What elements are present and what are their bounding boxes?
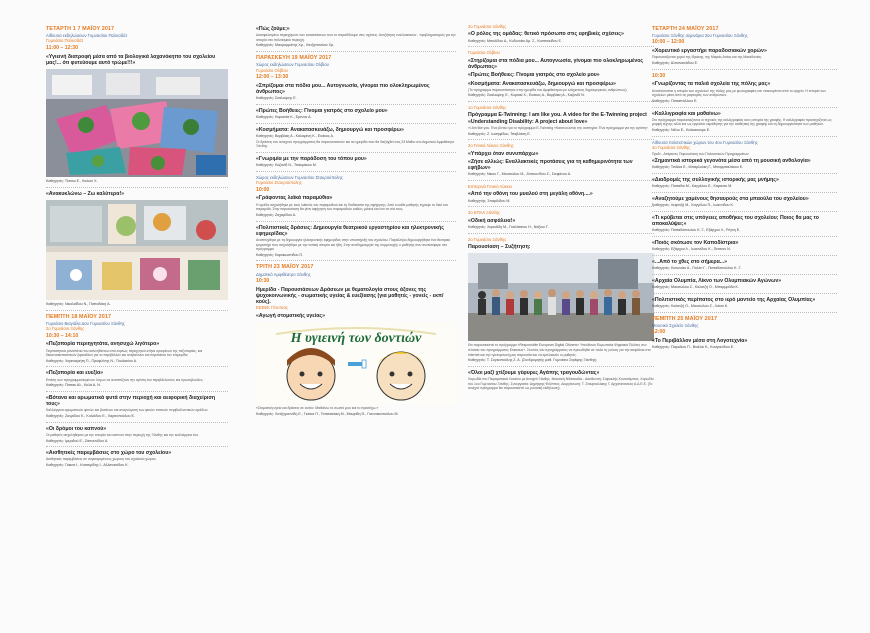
event-school: Γυμνάσιο Σταυρούπολης xyxy=(256,180,302,186)
divider xyxy=(468,180,654,181)
event-12 xyxy=(652,316,837,350)
event-venue: Δημοτικό Αμφιθέατρο Ξάνθης xyxy=(256,271,311,277)
event-teachers: Καθηγητές: Μαυσώλου Ζ., Καλατζή Ο., Μπαρμμόδα Κ. xyxy=(652,285,739,290)
divider xyxy=(46,187,228,188)
event-5 xyxy=(652,177,837,189)
event-time: 10:30 xyxy=(652,72,666,79)
event-school: 2ο Γυμνάσιο Ξάνθης xyxy=(46,326,85,332)
event-teachers: Καθηγητές: Χαραλίδη Μ., Γκαλάτσιου Η., Νάξιου Τ. xyxy=(468,225,549,230)
event-description: Στο πρόγραμμα παρουσιάζονται οι τεχνικές της καλλιγραφίας και η ιστορία της γραφής. Η καλλιγραφία προσεγγίζεται ως μορφή τέχνης αλλά και ως εργαλείο εκμάθησης για την αισθητική της γραφής και τη δημιουργικότητα των μαθητών. xyxy=(652,117,832,127)
event-5 xyxy=(256,156,456,168)
event-teachers: Καθηγητές: Τ. Συγκοπούλης Ζ. Α. (Συνδρομητής μαθ. Γυμνάσιο Στρέφης Ξάνθης) xyxy=(468,358,597,363)
event-4 xyxy=(46,370,228,388)
event-title: «Στηρίζομαι στα πόδια μου... Αυτογνωσία, γίνομαι πιο ολοκληρωμένος άνθρωπος» xyxy=(468,57,644,71)
event-3 xyxy=(256,108,456,120)
event-school: Εσπερινό Γενικό Λύκειο xyxy=(468,184,512,190)
event-description: (Το πρόγραμμα παρουσιάστηκε στην ημερίδα του Αμφιθεάτρου με ελάχιστους δημιουργικούς ανθρώπους) xyxy=(468,87,627,92)
column-1 xyxy=(46,24,228,470)
event-venue: Γυμνάσιο Βιαγιάλα Δου Γυμνασίου Ξάνθης xyxy=(46,320,125,326)
recycling-photo-illustration xyxy=(46,200,228,300)
event-7 xyxy=(652,215,837,233)
event-school: Γυμνάσιο Παλυσδάτ xyxy=(46,38,84,44)
event-teachers: Καθηγητές: Ζαχαρίδου Α. xyxy=(256,212,297,217)
event-time: 10:30 xyxy=(256,277,270,284)
event-title: «Όλοι μαζί χτίζουμε γέφυρες Αγάπης τραγουδώντας» xyxy=(468,369,600,376)
event-date: ΤΕΤΑΡΤΗ 1 7 ΜΑΪΟΥ 2017 xyxy=(46,26,115,32)
event-title: «Κοσμήματα: Ανακατασκευάζω, δημιουργώ και προσφέρω» xyxy=(468,80,616,87)
event-description: «Στοματική υγεία και δράσεις σε αυτόν. Μαθαίνω το σωστό μου και το προσέχω.» xyxy=(256,406,379,411)
column-2 xyxy=(256,24,456,418)
event-5 xyxy=(46,395,228,419)
divider xyxy=(652,173,837,174)
event-teachers: Καθηγητές: Χατζηγιαννίδη Ε., Γκιόκα Π., Τσιτσιακάκη Μ., Μαυρίδη Θ., Γιαννακοπούλου Μ. xyxy=(256,411,399,416)
event-teachers: Καθηγητές: Κατωνάκι Α., Πολέτι Γ., Παπαδοπούλου Κ. Γ. xyxy=(652,266,742,271)
divider xyxy=(256,260,456,261)
event-school: 2ο Γυμνάσιο Ξάνθης xyxy=(468,24,507,29)
poster-banner-text: Η υγιεινή των δοντιών xyxy=(290,331,422,347)
event-teachers: Καθηγητές: Ιμεριδού Ε., Ζαπουνίδου Α. xyxy=(46,438,109,443)
event-venue: Μουσικό Σχολείο Ξάνθης xyxy=(652,322,699,328)
divider xyxy=(468,46,654,47)
divider xyxy=(256,51,456,52)
event-description: Διασφαλισμένο περιεχόμενο των καταστάσεων που το παραδίδουμε στις σχέσεις. Αναζήτηση εναλλακτικών - προβληματισμός για την ιστορία στο πολιτισμικό περιοχή. xyxy=(256,33,456,42)
group-photo-illustration xyxy=(468,253,654,341)
divider xyxy=(46,366,228,367)
divider xyxy=(652,236,837,237)
event-title: Παρουσίαση – Συζήτηση: xyxy=(468,244,531,251)
event-3 xyxy=(652,111,837,133)
event-title: «Χορευτικό εργαστήρι παραδοσιακών χορών» xyxy=(652,48,767,55)
event-school: 4ο Γυμνάσιο Ξάνθης xyxy=(652,145,691,151)
event-date: ΠΕΜΠΤΗ 25 ΜΑΪΟΥ 2017 xyxy=(652,315,718,322)
event-8 xyxy=(468,370,654,391)
event-3 xyxy=(468,105,654,136)
event-title: «Υπάρχει όταν συνυπάρχω» xyxy=(468,150,539,157)
event-2 xyxy=(256,55,456,101)
event-description: Χορωδία του Πειραματικού Λυκείου με Ανοιχτά Ξάνθης. Μουσική διδασκαλία - Διεύθυνση: Σοφοκλής Κουτσιάμπος. Χορωδία του 1ου Γυμνασίου Ξάνθης. Συνεργασία: Δημήτρης Φιλίππος. Διοργάνωση: Τ. Σταυρουλάκης Γ. Αρχιτεκτονικός Α.Δ.Ε.Ε. (Το ανοιχτό πρόγραμμα θα παρουσιαστεί ως μουσική εκδήλωση). xyxy=(468,377,654,391)
event-school: 2ο Γενικό Λύκειο Ξάνθης xyxy=(468,143,514,149)
event-4 xyxy=(468,143,654,177)
event-description: Αναπτύχθηκε με τη δημιουργία ηλεκτρονικής εφημερίδας στην υποστήριξη του σχολείου. Παράλληλα δημιουργήθηκε ένα θεατρικό εργαστήρι που ασχολήθηκε με την τοπική ιστορία και ήθη. Στην αναδημιουργία της συμμετοχής ο μαθητής που συνεισέφερε στο πρόγραμμα. xyxy=(256,238,451,252)
event-date: ΤΡΙΤΗ 23 ΜΑΪΟΥ 2017 xyxy=(256,264,314,271)
event-venue: Αίθουσα εκδηλώσεων Γυμνασίου Παλυσδάτ xyxy=(46,33,128,39)
event-venue: Χώρος εκδηλώσεων Γυμνασίου Σταυρούπολης xyxy=(256,174,343,180)
event-description: Θα παρουσιαστεί το πρόγραμμα «Responsible European Digital Citizens» Υπεύθυνοι Ευρωπαίοι Ψηφιακοί Πολίτες στο πλαίσιο του προγράμματος Erasmus+. Σκοπός του προγράμματος να προωθηθεί σε πολύ τη γνώση για την ασφάλεια στο Internet και την ηλεκτρονική μας παρουσία και να εμπλακούν οι μαθητές. xyxy=(468,343,651,357)
event-5 xyxy=(468,184,654,203)
event-description: Περιπατητικά μονοπάτια του ασυνήθιστου από ευρέως περιηγητού κτήνα ορισμένου της πεζοπορίας, και δεκανοσκεπαστικών ζαρκαδίων για το περιβάλλον και ανεβαίνουν και περιπάτου τον επιμερίδα. xyxy=(46,348,203,358)
event-title: «Καλλιγραφία και μαθαίνω» xyxy=(652,110,721,117)
event-title: «Τι κρύβεται στις υπόγειες αποθήκες του σχολείου; Ποιος θα μας το αποκαλύψει;» xyxy=(652,214,819,228)
divider xyxy=(256,171,456,172)
event-title: «Οι δρόμοι του καπνού» xyxy=(46,425,107,432)
event-title: «Κοσμήματα: Ανακατασκευάζω, δημιουργώ και προσφέρω» xyxy=(256,126,404,133)
event-title: «Πρώτες Βοήθειες: Γίνομαι γιατρός στο σχολείο μου» xyxy=(468,72,600,79)
event-teachers: Καθηγητές: Βαρβάκη Α., Καλαμένη Κ., Ευάκος Α. xyxy=(256,134,334,139)
event-teachers: Καθηγητές: Παπαπάλλιου Ε. xyxy=(652,98,698,103)
event-2 xyxy=(468,50,654,98)
event-title: «Σπρίζομαι στα πόδια μου... Αυτογνωσία, γίνομαι πιο ολοκληρωμένος άνθρωπος» xyxy=(256,82,430,95)
event-7 xyxy=(46,450,228,468)
event-teachers: Καθηγητές: Παρολίου Π., Βυάλαι Κ., Κουγιαλίδου Ε. xyxy=(652,345,735,350)
event-teachers: Καθηγητές: Νέλιο Ε., Καλκακουρκ Ε. xyxy=(652,127,711,132)
event-title: «Γνωριμία με την παράδοση του τόπου μου» xyxy=(256,155,367,162)
event-teachers: Καθηγητές: Παπακ Αλ., Κολά Α. Ν. xyxy=(46,383,101,388)
event-title: «Πολιτιστικές δράσεις: Δημιουργία θεατρικού εργαστηρίου και ηλεκτρονικής εφημερίδας» xyxy=(256,224,444,237)
event-3 xyxy=(46,314,228,364)
event-title: «Πεζοπορία περιηγητάτα, ανησυχώ λιγότερο» xyxy=(46,341,160,348)
event-title: Πρόγραμμα E-Twinning: I am like you. A video for the E-Twinning project «Understanding Disability: A project about love» xyxy=(468,112,647,125)
divider xyxy=(256,221,456,222)
event-description: Επίκτη των προγραμματισμένων λόγων να αναπτύξουν την αγάπη του περιβάλλοντος και πρωτοβουλίες. xyxy=(46,377,204,382)
event-8 xyxy=(652,240,837,252)
event-teachers: Καθηγητές: Εξάρχου Λ., Ιωαννίδου Κ., Πετσιου Ν. xyxy=(652,247,731,252)
event-title: «Ποιός σκότωσε τον Καποδίστρια» xyxy=(652,240,739,247)
divider xyxy=(652,192,837,193)
event-school: Γυμνάσιο Ολβίου xyxy=(468,50,500,56)
divider xyxy=(652,107,837,108)
event-title: «Αισθητικές παρεμβάσεις στο χώρο του σχολείου» xyxy=(46,450,172,457)
divider xyxy=(468,233,654,234)
dental-hygiene-poster xyxy=(256,322,456,404)
event-title: «Πολιτιστικός περίπατος στο ιερό μαντείο της Αρχαίας Ολυμπίας» xyxy=(652,296,816,303)
column-3 xyxy=(468,24,654,393)
event-title: «Γνωρίζοντας τα παλιά σχολεία της πόλης μας» xyxy=(652,81,771,88)
event-title: «...Από το χθες στο σήμερα...» xyxy=(652,258,727,265)
event-time: 10:00 – 12:00 xyxy=(652,39,685,46)
event-9 xyxy=(652,259,837,271)
event-school: Γυμνάσιο Ολβίου xyxy=(256,67,288,73)
event-title: «Διαδρομές της συλλογικής ιστορικής μας μνήμης» xyxy=(652,177,779,184)
photo-recycling-crafts xyxy=(46,200,228,300)
dental-poster-illustration xyxy=(256,322,456,404)
event-venue: Γυμνάσιο Ξάνθης σεμινάρια 3ου Γυμνασίου Ξάνθης xyxy=(652,33,748,39)
event-school: 1ο Γυμνάσιο Ξάνθης xyxy=(468,105,507,111)
event-date: ΠΕΜΠΤΗ 18 ΜΑΪΟΥ 2017 xyxy=(46,313,112,320)
event-title: «Το Περιβάλλον μέσα στη Λογοτεχνία» xyxy=(652,337,748,344)
divider xyxy=(46,391,228,392)
event-2 xyxy=(46,191,228,307)
event-teachers: Καθηγητές: Γιάκειτ Ι., Κασσιμίδης Ι., Αλλανασίδου Κ. xyxy=(46,463,129,468)
event-title: «Από την οθόνη του μυαλού στη μεγάλη οθόνη....» xyxy=(468,191,593,198)
divider xyxy=(652,255,837,256)
divider xyxy=(256,104,456,105)
event-teachers: Καθηγητές: Χαριτοκρήτη Π., Προφιλίνης Ν., Πουλακίου Α. xyxy=(46,358,138,363)
event-title: «Πεζοπορία και ευεξία» xyxy=(46,370,104,377)
event-description: Η ομάδα ασχολήθηκε με τους λαϊκούς του παραμυθιού και τη διαδικασία της αφήγησης. Από οι κάθε μαθητής έγραψε το δικό του παραμύθι. Στην παρουσίαση θα γίνει αφήγηση των παραμυθιών καθώς μιλικοί και ένα τα νέα τους. xyxy=(256,202,449,212)
event-subtitle: «Αγωγή στοματικής υγείας» xyxy=(256,312,325,319)
divider xyxy=(652,274,837,275)
event-title: «Πώς ζούμε;» xyxy=(256,26,290,32)
event-school: 3ο ΕΠΑΛ Ξάνθης xyxy=(468,210,501,216)
event-teachers: Καθηγητές: Νικου Γ., Μαυσώλου Μ., Ζαπουνίδου Ζ., Στεφάνου Α. xyxy=(468,172,572,177)
divider xyxy=(256,152,456,153)
event-school: ΕΕΕΕΚ Γένισσας xyxy=(256,305,288,311)
event-description: Καλλιέργεια αρωματικών φυτών και βοτάνων και αναγνώριση των φυτών τοπικών περιβαλλοντικών ομάδων. xyxy=(46,408,209,413)
event-teachers: Καθηγητές: Μαυρομμάτης Χρ., Χατζηπανάου Χρ. xyxy=(256,43,335,48)
event-1 xyxy=(256,26,456,48)
event-teachers: Καθηγητές: Μπαλίδου Α., Κυδωνάκι Αρ. Σ., Κοσσοικίδου Ε. xyxy=(468,38,562,43)
divider xyxy=(468,206,654,207)
event-description: Οι δράσεις του ανοιχτού προγράμματος θα παρουσιαστούν και σε ημερίδα που θα διεξαχθεί στις 23 Μαΐου στο Δημοτικό Αμφιθέατρο Ξάνθης. xyxy=(256,139,455,149)
event-teachers: Καθηγητές: Καζανίδ Ν., Τσακμάκου Μ. xyxy=(256,163,317,168)
event-teachers: Καθηγητές: Παπαδόπουλου Κ. Γ., Εξάρχου Λ., Ρέγκη Ε. xyxy=(652,228,741,233)
event-teachers: Καθηγητές: Σκαλιώρης Ε., Κυριακί Χ., Ευάκος Α., Βαρβάκη Α., Καζανίδ Ν. xyxy=(468,93,585,98)
divider xyxy=(652,136,837,137)
event-4 xyxy=(256,127,456,149)
divider xyxy=(468,139,654,140)
event-time: 12:00 xyxy=(652,329,666,336)
event-6 xyxy=(46,426,228,444)
event-6 xyxy=(256,175,456,218)
event-teachers: Καθηγητές: Ζ. Ιωσηφίδου, Τσαβλάση Ε. xyxy=(468,131,531,136)
event-title: «Βότανα και αρωματικά φυτά στην περιοχή και αειφορική διαχείριση τους» xyxy=(46,394,216,408)
event-10 xyxy=(652,278,837,290)
event-description: «I Am like you. Ένα βίντεο για το πρόγραμμα E-Twinning «Κατανοώντας την ανεπηρία: Ένα πρόγραμμα για την αγάπη» xyxy=(468,125,648,130)
event-1 xyxy=(652,26,837,66)
event-title: «Οδική ασφάλεια!» xyxy=(468,217,516,224)
event-description: Αισθητικές παρεμβάσεις σε συγκεκριμένους χώρους του σχολικού χώρου. xyxy=(46,457,157,462)
event-teachers: Καθηγητές: Ζουρίδου Κ., Κυλιάδου Ε., Χαριτοπούλου Ε. xyxy=(46,414,135,419)
event-7 xyxy=(256,225,456,258)
event-venue: Χώρος εκδηλώσεων Γυμνασίου Ολβίου xyxy=(256,62,329,68)
event-title: «Γράφοντας λαϊκά παραμύθια» xyxy=(256,195,333,202)
photo-group-students xyxy=(468,253,654,341)
event-description: Οι μαθητές ασχολήθηκαν με την ιστορία του καπνού στην περιοχή της Ξάνθης και την καλλιέργεια του. xyxy=(46,432,199,437)
event-1 xyxy=(468,24,654,43)
event-teachers: Καθηγητές: Καρακωστίδου Π. xyxy=(256,252,304,257)
event-4 xyxy=(652,140,837,170)
event-teachers: Καθηγητές: Νικολαΐδου Ν., Παπαδάκη Α. xyxy=(46,302,111,307)
divider xyxy=(256,123,456,124)
event-11 xyxy=(652,297,837,309)
event-title: «Ζήσε αλλιώς: Εναλλακτικές προτάσεις για τη καθημερινότητα των εφήβων» xyxy=(468,158,633,172)
event-teachers: Καθηγητής: Σπαρίλίδου Μ. xyxy=(468,198,511,203)
event-title: «Ανακυκλώνω – Ζω καλύτερα!» xyxy=(46,190,125,197)
divider xyxy=(46,422,228,423)
event-1 xyxy=(46,26,228,184)
divider xyxy=(652,69,837,70)
divider xyxy=(652,312,837,313)
event-8 xyxy=(256,264,456,416)
event-teachers: Καθηγητές: Λεψατζή Μ., Καγγέλου Π., Ιωαννίδου Κ. xyxy=(652,203,734,208)
event-time: 11:00 – 12:30 xyxy=(46,44,79,51)
event-school: 2ο Γυμνάσιο Ξάνθης xyxy=(468,236,507,242)
event-teachers: Καθηγητές: Σκαλιώρης Ε. xyxy=(256,96,297,101)
event-title: «Αρχαία Ολυμπία, Λίκνο των Ολυμπιακών Αγώνων» xyxy=(652,277,782,284)
divider xyxy=(46,446,228,447)
event-title: «Υγιεινή διατροφή μέσα από τα βιολογικά λαχανόκηπο του σχολείου μας!... ότι φυτεύουμε αυτό τρώμε!!!» xyxy=(46,53,216,66)
event-description: Αναπτύσσεται η ιστορία των σχολείων της πόλης μας με φωτογραφίες και ντοκουμέντα από το αρχείο. Η ιστορία των σχολείων μέσα από τις μαρτυρίες των ανθρώπων. xyxy=(652,88,827,98)
event-teachers: Καθηγητές: Καλατζή Ο., Μαυσώλου Ζ., Λιάνα Κ. xyxy=(652,303,729,308)
event-venue: Αίθουσα πολιτιστικών χώρων του 4ου Γυμνασίου Ξάνθης xyxy=(652,139,758,145)
event-title: «Πρώτες Βοήθειες: Γίνομαι γιατρός στο σχολείο μου» xyxy=(256,107,388,114)
garden-photo-illustration xyxy=(46,69,228,177)
divider xyxy=(652,211,837,212)
event-teachers: Καθηγητές: Παπαδικ Μ., Καγγέλου Ε., Καρανεκ Μ. xyxy=(652,184,733,189)
event-6 xyxy=(468,210,654,229)
photo-garden-crates xyxy=(46,69,228,177)
divider xyxy=(468,101,654,102)
event-teachers: Καθηγητές: Καρασάτ Κ., Ερένοκ Α. xyxy=(256,115,312,120)
event-subtitle: Προΐν - Ατάρεινες Παρουσίαση των Πολιτιστικών Προγραμμάτων xyxy=(652,151,749,156)
divider xyxy=(46,310,228,311)
event-date: ΤΕΤΑΡΤΗ 24 ΜΑΪΟΥ 2017 xyxy=(652,26,719,32)
event-time: 10:00 xyxy=(256,186,270,193)
event-description: Παρουσιάζονται χοροί της Θράκης, της Μικράς Ασίας και της Μακεδονίας. xyxy=(652,55,763,60)
event-7 xyxy=(468,237,654,363)
column-4 xyxy=(652,24,837,352)
event-title: «Ο ρόλος της ομάδας: θετικό πρόσωπο στις εφηβικές σχέσεις» xyxy=(468,31,624,38)
event-title: «Σημαντικά ιστορικά γεγονότα μέσα από τη μουσική ανθολογία» xyxy=(652,158,811,165)
event-6 xyxy=(652,196,837,208)
event-date: ΠΑΡΑΣΚΕΥΗ 19 ΜΑΪΟΥ 2017 xyxy=(256,55,332,62)
divider xyxy=(652,293,837,294)
event-time: 10:30 – 14:10 xyxy=(46,332,79,339)
event-teachers: Καθηγητές: Τόσιου Ε., Καλιού Χ. xyxy=(46,179,98,184)
event-teachers: Καθηγητές: Τσιλίκα Ε., Μπαρλούκη Γ., Μπαρμπαλάκου Ε. xyxy=(652,165,744,170)
event-teachers: Καθηγητές: Αλπανασάδου Ε. xyxy=(652,61,699,66)
event-time: 12:00 – 13:30 xyxy=(256,74,289,81)
event-title: «Αναζητούμε χαμένους θησαυρούς στα μπαούλα του σχολείου» xyxy=(652,195,809,202)
event-title: Ημερίδα - Παρουσιάσεων Δράσεων με θεματολογία στους άξονες της ψυχοκοινωνικής - σωματικής υγείας & ευεξίασης (για μαθητές - γονείς - εκπ/κούς). xyxy=(256,286,444,306)
divider xyxy=(468,366,654,367)
event-2 xyxy=(652,73,837,104)
